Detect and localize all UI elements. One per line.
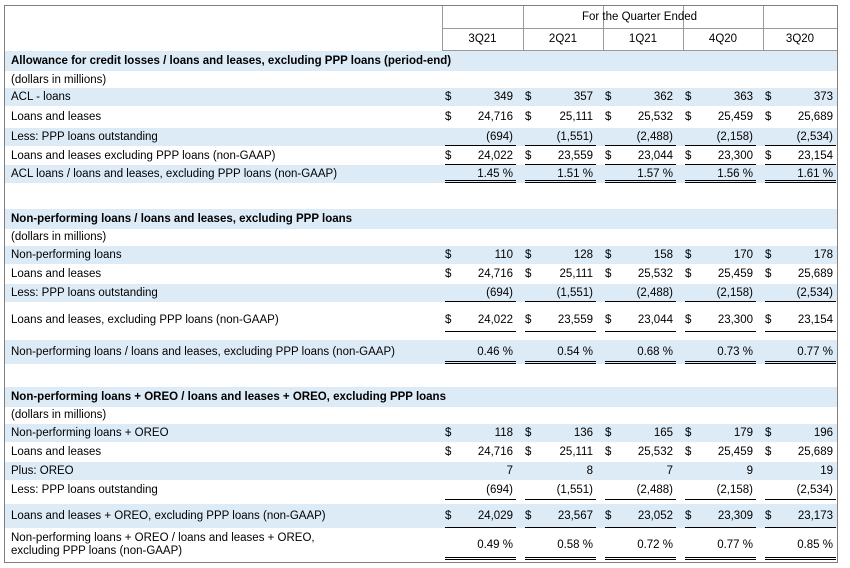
row-label: Non-performing loans / loans and leases, excluding PPP loans (non-GAAP) [11,346,395,358]
value-cell: (2,488) [636,484,673,496]
value-cell: 25,532 [637,268,673,280]
currency-symbol: $ [765,149,772,162]
period-header: 3Q21 [468,33,497,45]
currency-symbol: $ [525,427,532,439]
value-cell: 1.61 % [797,168,833,180]
value-cell: 19 [820,465,833,477]
value-cell: 178 [813,249,833,261]
currency-symbol: $ [605,446,612,458]
value-cell: 136 [573,427,593,439]
currency-symbol: $ [525,149,532,162]
value-cell: 23,309 [717,510,753,522]
value-cell: (694) [486,484,513,496]
value-cell: 363 [733,91,753,103]
value-cell: 24,029 [477,510,513,522]
table-row [5,146,837,165]
units-label: (dollars in millions) [11,73,107,86]
value-cell: 357 [573,91,593,103]
value-cell: 196 [813,427,833,439]
table-row [5,442,837,462]
value-cell: 23,044 [637,314,673,326]
currency-symbol: $ [525,249,532,261]
value-cell: (2,488) [636,131,673,143]
currency-symbol: $ [765,91,772,103]
value-cell: 118 [494,427,513,439]
currency-symbol: $ [605,249,612,261]
value-cell: 349 [493,91,513,103]
currency-symbol: $ [445,149,452,162]
row-label: Non-performing loans + OREO [11,427,169,439]
currency-symbol: $ [685,314,692,326]
value-cell: 25,111 [559,446,593,458]
value-cell: 23,567 [557,510,593,522]
currency-symbol: $ [525,446,532,458]
currency-symbol: $ [605,314,612,326]
header-top-label: For the Quarter Ended [581,11,698,23]
table-row [5,530,837,560]
value-cell: (2,158) [716,484,753,496]
value-cell: 7 [666,465,673,477]
row-label: Less: PPP loans outstanding [11,484,158,496]
value-cell: 8 [586,465,593,477]
currency-symbol: $ [445,268,452,280]
period-header: 1Q21 [628,33,658,45]
currency-symbol: $ [765,510,772,522]
row-label: Loans and leases [11,446,102,458]
table-row [5,165,837,183]
currency-symbol: $ [525,91,532,103]
currency-symbol: $ [765,111,772,123]
currency-symbol: $ [685,427,692,439]
value-cell: 373 [813,91,833,103]
units-label: (dollars in millions) [11,408,107,421]
value-cell: 25,532 [637,446,673,458]
currency-symbol: $ [685,149,692,162]
value-cell: 25,459 [717,446,753,458]
value-cell: 9 [746,465,753,477]
currency-symbol: $ [525,111,532,123]
value-cell: (694) [486,131,513,143]
table-row [5,340,837,364]
value-cell: 25,689 [797,446,833,458]
value-cell: 23,173 [797,510,833,522]
currency-symbol: $ [605,91,612,103]
value-cell: 25,459 [717,111,753,123]
currency-symbol: $ [525,314,532,326]
units-row [5,406,837,423]
value-cell: 23,154 [797,314,833,326]
value-cell: 1.45 % [477,168,513,180]
value-cell: 24,022 [477,314,513,326]
currency-symbol: $ [685,249,692,261]
header-period-row [5,28,837,50]
currency-symbol: $ [685,91,692,103]
value-cell: 23,559 [557,149,593,162]
value-cell: 0.54 % [557,346,593,358]
units-row [5,228,837,245]
table-row [5,284,837,302]
value-cell: (2,534) [796,287,833,299]
currency-symbol: $ [765,314,772,326]
row-label: Less: PPP loans outstanding [11,131,158,143]
section-title: Non-performing loans / loans and leases, excluding PPP loans [11,213,353,225]
value-cell: 0.73 % [717,346,753,358]
value-cell: (1,551) [556,484,593,496]
value-cell: 1.57 % [637,168,673,180]
value-cell: 7 [506,465,513,477]
value-cell: 0.68 % [637,346,673,358]
currency-symbol: $ [445,510,452,522]
section-title: Non-performing loans + OREO / loans and leases + OREO, excluding PPP loans [11,391,446,403]
section-title-row [5,387,837,407]
currency-symbol: $ [445,427,452,439]
value-cell: 23,052 [637,510,673,522]
row-label: Non-performing loans + OREO / loans and leases + OREO, excluding PPP loans (non-GAAP) [11,532,315,557]
value-cell: 0.77 % [797,346,833,358]
value-cell: 25,111 [559,111,593,123]
period-header: 3Q20 [785,33,815,45]
currency-symbol: $ [445,249,452,261]
value-cell: 0.46 % [477,346,513,358]
currency-symbol: $ [445,314,452,326]
table-row [5,462,837,480]
value-cell: 0.85 % [797,539,833,551]
currency-symbol: $ [445,91,452,103]
value-cell: 23,154 [797,149,833,162]
section-title-row [5,209,837,229]
value-cell: 128 [573,249,593,261]
section-title: Allowance for credit losses / loans and leases, excluding PPP loans (period-end) [11,55,452,67]
currency-symbol: $ [685,268,692,280]
value-cell: (2,534) [796,484,833,496]
value-cell: 170 [733,249,753,261]
currency-symbol: $ [765,268,772,280]
currency-symbol: $ [605,427,612,439]
table-row [5,246,837,264]
currency-symbol: $ [605,268,612,280]
row-label: ACL loans / loans and leases, excluding PPP loans (non-GAAP) [11,168,338,180]
table-row [5,88,837,106]
value-cell: 24,022 [477,149,513,162]
value-cell: 23,300 [717,314,753,326]
value-cell: 1.51 % [557,168,593,180]
value-cell: 158 [653,249,673,261]
row-label: ACL - loans [11,91,71,103]
currency-symbol: $ [445,446,452,458]
period-header: 2Q21 [548,33,578,45]
value-cell: 25,689 [797,268,833,280]
currency-symbol: $ [765,249,772,261]
value-cell: 25,532 [637,111,673,123]
value-cell: 24,716 [477,446,513,458]
value-cell: 25,689 [797,111,833,123]
value-cell: (694) [486,287,513,299]
table-row [5,308,837,332]
value-cell: (2,488) [636,287,673,299]
currency-symbol: $ [765,427,772,439]
row-label: Loans and leases [11,268,102,280]
row-label: Loans and leases [11,111,102,123]
financial-table [4,5,838,563]
section-title-row [5,51,837,71]
value-cell: 0.58 % [557,539,593,551]
value-cell: 25,459 [717,268,753,280]
value-cell: 24,716 [477,268,513,280]
currency-symbol: $ [605,510,612,522]
value-cell: 165 [653,427,673,439]
row-label: Plus: OREO [11,465,74,477]
value-cell: 1.56 % [717,168,753,180]
value-cell: (2,534) [796,131,833,143]
value-cell: 23,300 [717,149,753,162]
units-row [5,71,837,88]
value-cell: (1,551) [556,131,593,143]
value-cell: 24,716 [477,111,513,123]
row-label: Non-performing loans [11,249,122,261]
value-cell: 25,111 [559,268,593,280]
row-label: Less: PPP loans outstanding [11,287,158,299]
row-label: Loans and leases, excluding PPP loans (non-GAAP) [11,314,279,326]
value-cell: 179 [733,427,753,439]
currency-symbol: $ [605,149,612,162]
row-label: Loans and leases excluding PPP loans (non-GAAP) [11,149,276,162]
header-top-row [5,6,837,28]
value-cell: 0.49 % [477,539,513,551]
currency-symbol: $ [685,446,692,458]
table-row [5,106,837,128]
currency-symbol: $ [685,510,692,522]
value-cell: (2,158) [716,131,753,143]
units-label: (dollars in millions) [11,230,107,243]
table-row [5,128,837,146]
value-cell: 362 [653,91,673,103]
currency-symbol: $ [445,111,452,123]
currency-symbol: $ [605,111,612,123]
currency-symbol: $ [525,268,532,280]
table-row [5,504,837,528]
value-cell: 23,044 [637,149,673,162]
currency-symbol: $ [765,446,772,458]
currency-symbol: $ [525,510,532,522]
value-cell: 23,559 [557,314,593,326]
value-cell: 0.72 % [637,539,673,551]
value-cell: 0.77 % [717,539,753,551]
row-label: Loans and leases + OREO, excluding PPP loans (non-GAAP) [11,510,326,522]
value-cell: (2,158) [716,287,753,299]
period-header: 4Q20 [708,33,738,45]
currency-symbol: $ [685,111,692,123]
value-cell: 110 [494,249,513,261]
value-cell: (1,551) [556,287,593,299]
table-row [5,264,837,284]
table-row [5,424,837,442]
table-row [5,480,837,500]
